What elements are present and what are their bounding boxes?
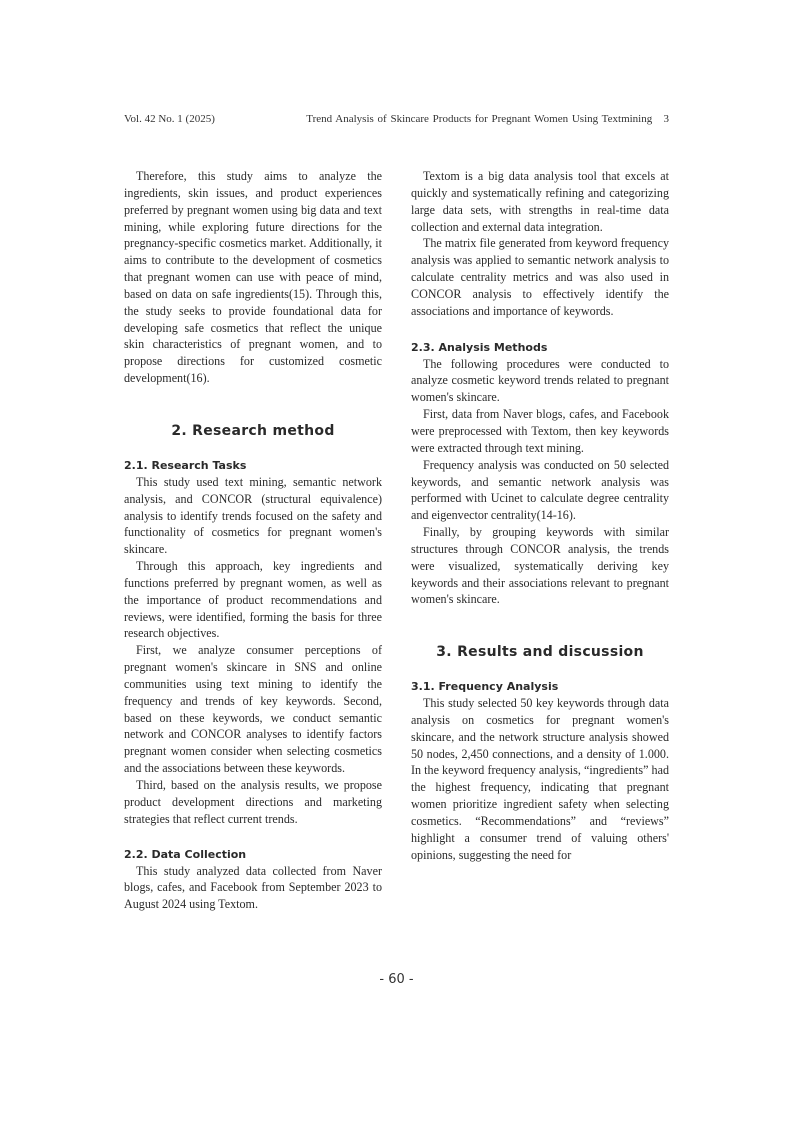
paragraph: This study used text mining, semantic network analysis, and CONCOR (structural equivalence) analysis to identify trends focused on the safety and functionality of cosmetics for pregnant women's skincare. <box>124 474 382 557</box>
running-title <box>306 112 669 126</box>
paragraph: This study selected 50 key keywords through data analysis on cosmetics for pregnant women's skincare, and the network structure analysis showed 50 nodes, 2,450 connections, and a density of 1.000. In the keyword frequency analysis, “ingredients” had the highest frequency, indicating that pregnant women prioritize ingredient safety when selecting cosmetics. “Recommendations” and “reviews” highlight a consumer trend of valuing others' opinions, suggesting the need for <box>411 696 669 862</box>
left-column <box>124 168 382 913</box>
paragraph: Finally, by grouping keywords with similar structures through CONCOR analysis, the trends were visualized, systematically deriving key keywords and their associations relevant to pregnant women's skincare. <box>411 525 669 607</box>
right-column <box>411 168 669 864</box>
paragraph: This study analyzed data collected from Naver blogs, cafes, and Facebook from September 2023 to August 2024 using Textom. <box>124 863 382 912</box>
paragraph: First, data from Naver blogs, cafes, and Facebook were preprocessed with Textom, then key keywords were extracted through text mining. <box>411 407 669 455</box>
paragraph: Textom is a big data analysis tool that excels at quickly and systematically refining and categorizing large data sets, with strengths in real-time data collection and external data integration. <box>411 169 669 234</box>
subsection-2-1-title: 2.1. Research Tasks <box>124 458 247 472</box>
paragraph: Frequency analysis was conducted on 50 selected keywords, and semantic network analysis was performed with Ucinet to calculate degree centrality and eigenvector centrality(14-16). <box>411 457 669 523</box>
paragraph: First, we analyze consumer perceptions of pregnant women's skincare in SNS and online communities using text mining to identify the frequency and trends of key keywords. Second, based on these keywords, we conduct semantic network and CONCOR analyses to identify factors pregnant women consider when selecting cosmetics and the associations between these keywords. <box>124 643 382 776</box>
section-2-title: 2. Research method <box>171 422 335 439</box>
running-title-text: Trend Analysis of Skincare Products for Pregnant Women Using Textmining <box>306 113 653 125</box>
journal-volume: Vol. 42 No. 1 (2025) <box>124 113 215 125</box>
paragraph: Through this approach, key ingredients and functions preferred by pregnant women, as well as the importance of product recommendations and reviews, were identified, forming the basis for three research objectives. <box>124 559 382 641</box>
paragraph: The following procedures were conducted to analyze cosmetic keyword trends related to pregnant women's skincare. <box>411 356 669 405</box>
subsection-2-2-title: 2.2. Data Collection <box>124 847 247 861</box>
header-page-number: 3 <box>663 113 669 125</box>
section-3-title: 3. Results and discussion <box>436 644 644 661</box>
paragraph: Third, based on the analysis results, we propose product development directions and marketing strategies that reflect current trends. <box>124 778 382 826</box>
subsection-2-3-title: 2.3. Analysis Methods <box>411 340 548 354</box>
subsection-3-1-title: 3.1. Frequency Analysis <box>411 680 559 694</box>
page-number: - 60 - <box>379 972 414 987</box>
paragraph: The matrix file generated from keyword frequency analysis was applied to semantic network analysis to calculate centrality metrics and was also used in CONCOR analysis to effectively identify the associations and importance of keywords. <box>411 236 669 318</box>
intro-paragraph: Therefore, this study aims to analyze the ingredients, skin issues, and product experiences preferred by pregnant women using big data and text mining, while exploring future directions for the pregnancy-specific cosmetics market. Additionally, it aims to contribute to the development of cosmetics that pregnant women can use with peace of mind, based on data on safe ingredients(15). Through this, the study seeks to provide foundational data for developing safe cosmetics that reflect the unique skin characteristics of pregnant women, and to propose directions for customized cosmetic development(16). <box>124 169 382 386</box>
